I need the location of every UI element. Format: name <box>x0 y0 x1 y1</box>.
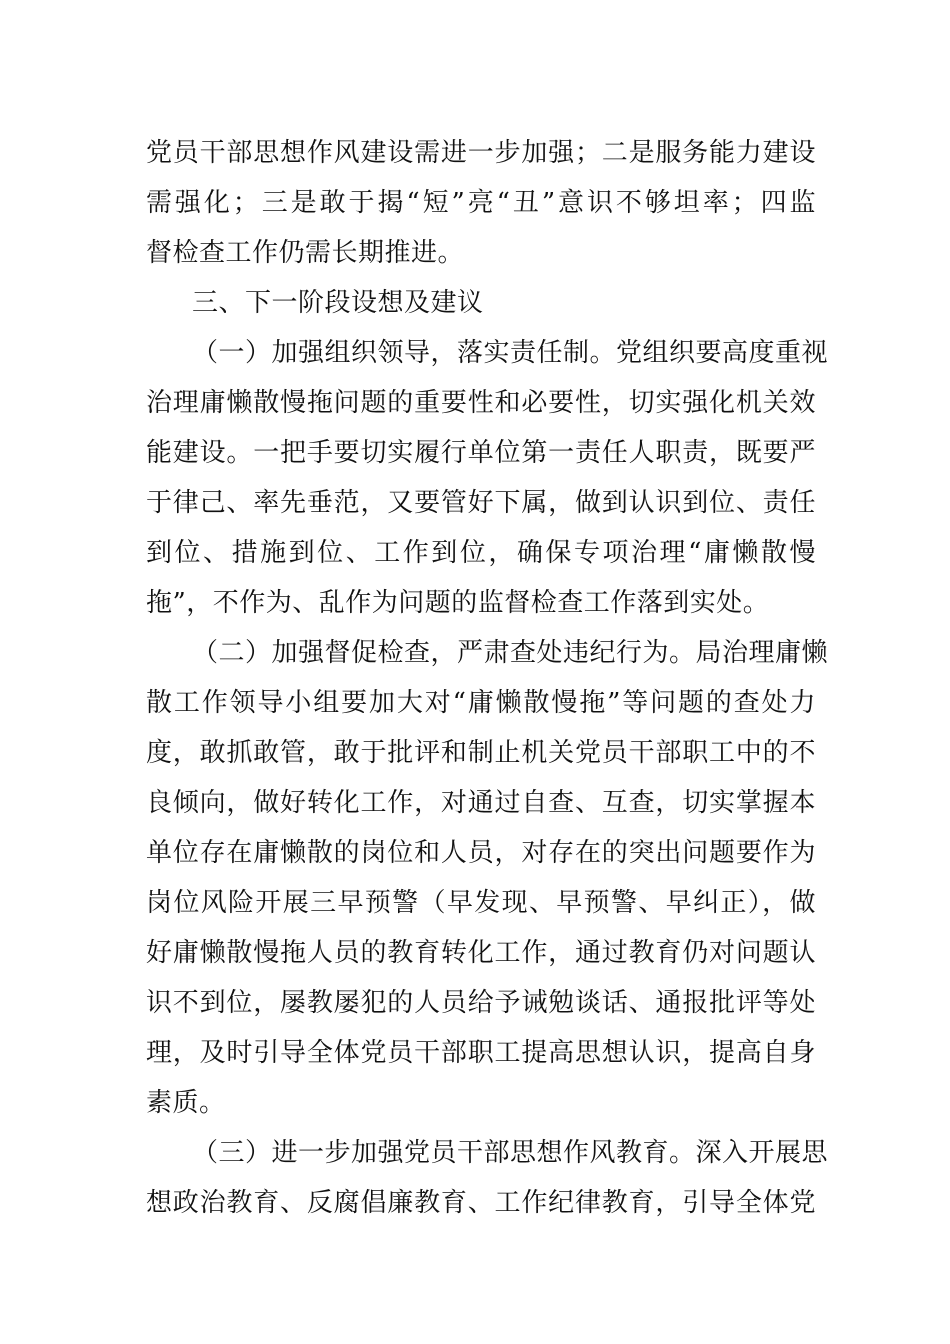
text-line-21: （三）进一步加强党员干部思想作风教育。深入开展思 <box>192 1138 829 1168</box>
text-line-15: 单位存在庸懒散的岗位和人员，对存在的突出问题要作为 <box>146 838 816 868</box>
text-line-2: 需强化；三是敢于揭“短”亮“丑”意识不够坦率；四监 <box>146 188 816 218</box>
text-line-7: 能建设。一把手要切实履行单位第一责任人职责，既要严 <box>146 438 816 468</box>
text-line-18: 识不到位，屡教屡犯的人员给予诫勉谈话、通报批评等处 <box>146 988 816 1018</box>
text-line-3: 督检查工作仍需长期推进。 <box>146 238 465 268</box>
text-line-1: 党员干部思想作风建设需进一步加强；二是服务能力建设 <box>146 138 816 168</box>
text-line-12: 散工作领导小组要加大对“庸懒散慢拖”等问题的查处力 <box>146 688 816 718</box>
text-line-22: 想政治教育、反腐倡廉教育、工作纪律教育，引导全体党 <box>146 1188 816 1218</box>
text-line-5: （一）加强组织领导，落实责任制。党组织要高度重视 <box>192 338 829 368</box>
text-line-8: 于律己、率先垂范，又要管好下属，做到认识到位、责任 <box>146 488 816 518</box>
text-line-16: 岗位风险开展三早预警（早发现、早预警、早纠正），做 <box>146 888 816 918</box>
text-line-19: 理，及时引导全体党员干部职工提高思想认识，提高自身 <box>146 1038 816 1068</box>
text-line-14: 良倾向，做好转化工作，对通过自查、互查，切实掌握本 <box>146 788 816 818</box>
text-line-6: 治理庸懒散慢拖问题的重要性和必要性，切实强化机关效 <box>146 388 816 418</box>
section-heading: 三、下一阶段设想及建议 <box>192 288 484 318</box>
text-line-9: 到位、措施到位、工作到位，确保专项治理“庸懒散慢 <box>146 538 816 568</box>
text-line-10: 拖”，不作为、乱作为问题的监督检查工作落到实处。 <box>146 588 770 618</box>
text-line-11: （二）加强督促检查，严肃查处违纪行为。局治理庸懒 <box>192 638 829 668</box>
text-line-13: 度，敢抓敢管，敢于批评和制止机关党员干部职工中的不 <box>146 738 816 768</box>
text-line-17: 好庸懒散慢拖人员的教育转化工作，通过教育仍对问题认 <box>146 938 816 968</box>
text-line-20: 素质。 <box>146 1088 226 1118</box>
